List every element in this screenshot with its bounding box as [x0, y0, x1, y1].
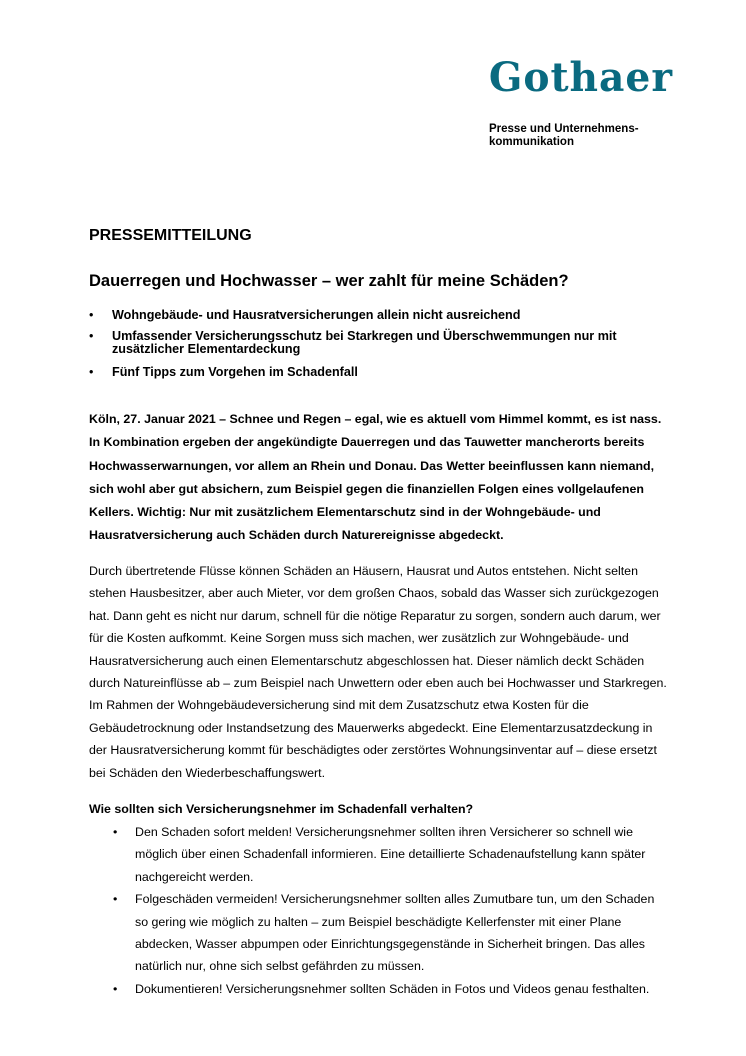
tip-item: • Folgeschäden vermeiden! Versicherungsnehmer sollten alles Zumutbare tun, um den Schaden so gering wie möglich zu halten – zum Beispiel beschädigte Kellerfenster mit einer Plane abdecken, Wasser abpumpen oder Einrichtungsgegenstände in Sicherheit bringen. Das alles natürlich nur, ohne sich selbst gefährden zu müssen.: [89, 888, 669, 978]
subheadline-list: [89, 309, 659, 379]
subheadline-item: • Umfassender Versicherungsschutz bei Starkregen und Überschwemmungen nur mit zusätzlicher Elementardeckung: [89, 330, 659, 356]
section-heading: Wie sollten sich Versicherungsnehmer im Schadenfall verhalten?: [89, 802, 474, 816]
lead-paragraph: Köln, 27. Januar 2021 – Schnee und Regen – egal, wie es aktuell vom Himmel kommt, es ist nass. In Kombination ergeben der angekündigte Dauerregen und das Tauwetter mancherorts bereits Hochwasserwarnungen, vor allem an Rhein und Donau. Das Wetter beeinflussen kann niemand, sich wohl aber gut absichern, zum Beispiel gegen die finanziellen Folgen eines vollgelaufenen Kellers. Wichtig: Nur mit zusätzlichem Elementarschutz sind in der Wohngebäude- und Hausratversicherung auch Schäden durch Naturereignisse abgedeckt.: [89, 412, 662, 543]
subheadline-item: • Wohngebäude- und Hausratversicherungen allein nicht ausreichend: [89, 309, 659, 322]
tip-item: • Den Schaden sofort melden! Versicherungsnehmer sollten ihren Versicherer so schnell wie möglich über einen Schadenfall informieren. Eine detaillierte Schadenaufstellung kann später nachgereicht werden.: [89, 821, 669, 888]
tip-item: • Dokumentieren! Versicherungsnehmer sollten Schäden in Fotos und Videos genau festhalten.: [89, 978, 669, 1000]
department-label: [489, 123, 639, 149]
tips-list: [89, 821, 669, 1000]
subheadline-item: • Fünf Tipps zum Vorgehen im Schadenfall: [89, 366, 659, 379]
gothaer-logo: Gothaer: [488, 54, 673, 101]
department-line-1: Presse und Unternehmens-: [489, 123, 639, 135]
body-paragraph: Durch übertretende Flüsse können Schäden an Häusern, Hausrat und Autos entstehen. Nicht selten stehen Hausbesitzer, aber auch Mieter, vor dem großen Chaos, sobald das Wasser sich zurückgezogen hat. Dann geht es nicht nur darum, schnell für die nötige Reparatur zu sorgen, sondern auch darum, wer für die Kosten aufkommt. Keine Sorgen muss sich machen, wer zusätzlich zur Wohngebäude- und Hausratversicherung auch einen Elementarschutz abgeschlossen hat. Dieser nämlich deckt Schäden durch Natureinflüsse ab – zum Beispiel nach Unwettern oder eben auch bei Hochwasser und Starkregen. Im Rahmen der Wohngebäudeversicherung sind mit dem Zusatzschutz etwa Kosten für die Gebäudetrocknung oder Instandsetzung des Mauerwerks abgedeckt. Eine Elementarzusatzdeckung in der Hausratversicherung kommt für beschädigtes oder zerstörtes Wohnungsinventar auf – diese ersetzt bei Schäden den Wiederbeschaffungswert.: [89, 564, 667, 780]
document-type: PRESSEMITTEILUNG: [89, 227, 252, 244]
headline: Dauerregen und Hochwasser – wer zahlt für meine Schäden?: [89, 272, 569, 290]
department-line-2: kommunikation: [489, 136, 574, 148]
